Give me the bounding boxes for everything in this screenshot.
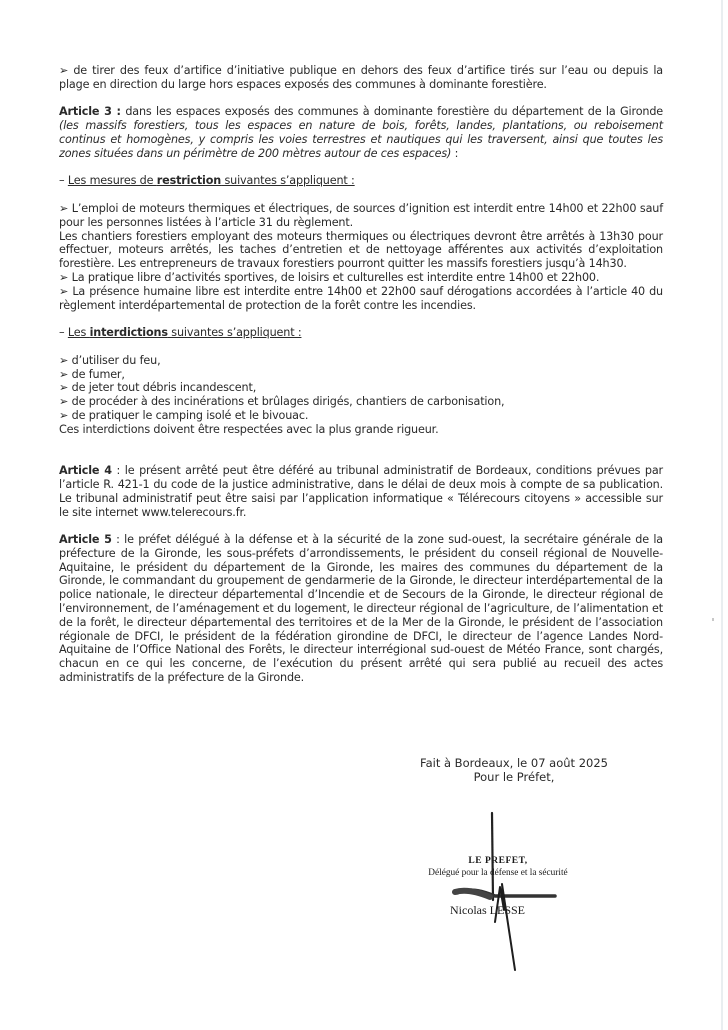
heading-pre: Les mesures de (67, 174, 157, 188)
scan-speck (712, 618, 714, 621)
signature-name: Nicolas LESSE (450, 903, 525, 917)
article-3 (59, 105, 663, 160)
restriction-item: Les chantiers forestiers employant des moteurs thermiques ou électriques devront être arrêtés à 13h30 pour effectuer, moteurs arrêtés, les taches d’entretien et de nettoyage afférentes aux activités d’exploitation forestière. Les entrepreneurs de travaux forestiers pourront quitter les massifs forestiers jusqu’à 14h30. (59, 229, 663, 271)
scan-edge-line (721, 0, 723, 1030)
signature-subtitle: Délégué pour la défense et la sécurité (428, 868, 568, 878)
article-5-text: : le préfet délégué à la défense et à la sécurité de la zone sud-ouest, la secrétaire générale de la préfecture de la Gironde, les sous-préfets d’arrondissements, le président du conseil régional de Nouvelle-Aquitaine, le président du département de la Gironde, les maires des communes du département de la Gironde, le commandant du groupement de gendarmerie de la Gironde, le directeur interdépartemental de la police nationale, le directeur départemental d’Incendie et de Secours de la Gironde, le directeur régional de l’environnement, de l’aménagement et du logement, le directeur régional de l’agriculture, de l’alimentation et de la forêt, le directeur départemental des territoires et de la Mer de la Gironde, le président de l’association régionale de DFCI, le président de la fédération girondine de DFCI, le directeur de l’agence Landes Nord-Aquitaine de l’Office National des Forêts, le directeur interrégional sud-ouest de Météo France, sont chargés, chacun en ce qui les concerne, de l’exécution du présent arrêté qui sera publié au recueil des actes administratifs de la préfecture de la Gironde. (59, 533, 663, 685)
interdictions-note: Ces interdictions doivent être respectées avec la plus grande rigueur. (59, 422, 439, 436)
for-prefect: Pour le Préfet, (473, 770, 555, 784)
article-5-label: Article 5 (59, 533, 112, 547)
heading-pre: Les (67, 326, 90, 340)
heading-post: suivantes s’appliquent : (167, 326, 302, 340)
restriction-item: ➢ La présence humaine libre est interdite entre 14h00 et 22h00 sauf dérogations accordées à l’article 40 du règlement interdépartemental de protection de la forêt contre les incendies. (59, 284, 663, 312)
heading-bold: restriction (156, 174, 222, 188)
interdiction-item: ➢ de pratiquer le camping isolé et le bivouac. (59, 408, 309, 422)
place-date: Fait à Bordeaux, le 07 août 2025 (420, 756, 608, 770)
heading-post: suivantes s’appliquent : (221, 174, 355, 188)
document-body (59, 64, 663, 699)
article-4-text: : le présent arrêté peut être déféré au tribunal administratif de Bordeaux, conditions prévues par l’article R. 421-1 du code de la justice administrative, dans le délai de deux mois à compte de sa publication. Le tribunal administratif peut être saisi par l’application informatique « Télérecours citoyens » accessible sur le site internet www.telerecours.fr. (59, 464, 663, 519)
interdictions-list (59, 354, 663, 437)
signature-title: LE PREFET, (468, 856, 528, 866)
article-4 (59, 464, 663, 519)
restriction-item: ➢ La pratique libre d’activités sportives, de loisirs et culturelles est interdite entre 14h00 et 22h00. (59, 270, 600, 284)
article-4-label: Article 4 (59, 464, 112, 478)
article-3-tail: : (451, 146, 459, 160)
article-3-label: Article 3 : (59, 105, 121, 119)
heading-dash: – (59, 174, 68, 188)
restrictions-list (59, 202, 663, 312)
heading-bold: interdictions (89, 326, 168, 340)
interdiction-heading (59, 326, 663, 340)
heading-dash: – (59, 326, 68, 340)
interdiction-item: ➢ d’utiliser du feu, (59, 353, 161, 367)
restriction-item: ➢ L’emploi de moteurs thermiques et électriques, de sources d’ignition est interdit entre 14h00 et 22h00 sauf pour les personnes listées à l’article 31 du règlement. (59, 201, 663, 229)
interdiction-item: ➢ de jeter tout débris incandescent, (59, 381, 257, 395)
interdiction-item: ➢ de procéder à des incinérations et brûlages dirigés, chantiers de carbonisation, (59, 395, 505, 409)
closing-block (419, 756, 609, 784)
article-3-italic: (les massifs forestiers, tous les espaces en nature de bois, forêts, landes, plantations, ou reboisement continus et homogènes, y compris les voies terrestres et nautiques qui les traversent, ainsi que toutes les zones situées dans un périmètre de 200 mètres autour de ces espaces) (59, 119, 663, 160)
restriction-heading (59, 174, 663, 188)
handwritten-signature-icon (440, 800, 600, 1000)
spacer (59, 450, 663, 464)
intro-bullet: ➢ de tirer des feux d’artifice d’initiative publique en dehors des feux d’artifice tirés sur l’eau ou depuis la plage en direction du large hors espaces exposés des communes à dominante forestière. (59, 64, 663, 91)
article-3-text: dans les espaces exposés des communes à dominante forestière du département de la Gironde (120, 105, 664, 119)
interdiction-item: ➢ de fumer, (59, 367, 125, 381)
article-5 (59, 533, 663, 685)
